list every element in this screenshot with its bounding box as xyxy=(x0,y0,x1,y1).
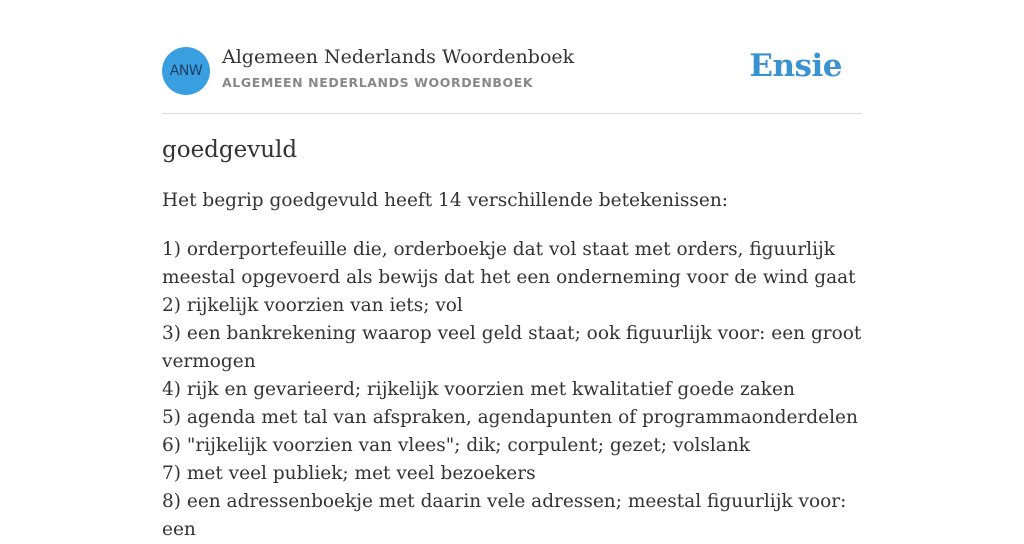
site-header xyxy=(162,0,862,114)
site-subtitle: ALGEMEEN NEDERLANDS WOORDENBOEK xyxy=(222,75,534,90)
meaning-item: 5) agenda met tal van afspraken, agendapunten of programmaonderdelen xyxy=(162,407,858,428)
ensie-brand-logo[interactable]: Ensie xyxy=(749,48,842,84)
meaning-item: 1) orderportefeuille die, orderboekje dat vol staat met orders, figuurlijk meestal opgevoerd als bewijs dat het een onderneming voor de wind gaat xyxy=(162,239,856,288)
meaning-item: 8) een adressenboekje met daarin vele adressen; meestal figuurlijk voor: een xyxy=(162,491,847,540)
page-container xyxy=(162,0,862,540)
anw-logo[interactable]: ANW xyxy=(162,47,210,95)
meaning-item: 3) een bankrekening waarop veel geld staat; ook figuurlijk voor: een groot vermogen xyxy=(162,323,862,372)
meanings-list xyxy=(162,236,862,544)
meaning-item: 4) rijk en gevarieerd; rijkelijk voorzien met kwalitatief goede zaken xyxy=(162,379,795,400)
meaning-item: 6) "rijkelijk voorzien van vlees"; dik; corpulent; gezet; volslank xyxy=(162,435,750,456)
meaning-item: 7) met veel publiek; met veel bezoekers xyxy=(162,463,536,484)
site-title[interactable]: Algemeen Nederlands Woordenboek xyxy=(222,46,575,68)
entry-word: goedgevuld xyxy=(162,137,298,163)
meaning-item: 2) rijkelijk voorzien van iets; vol xyxy=(162,295,463,316)
entry-intro: Het begrip goedgevuld heeft 14 verschillende betekenissen: xyxy=(162,190,729,211)
